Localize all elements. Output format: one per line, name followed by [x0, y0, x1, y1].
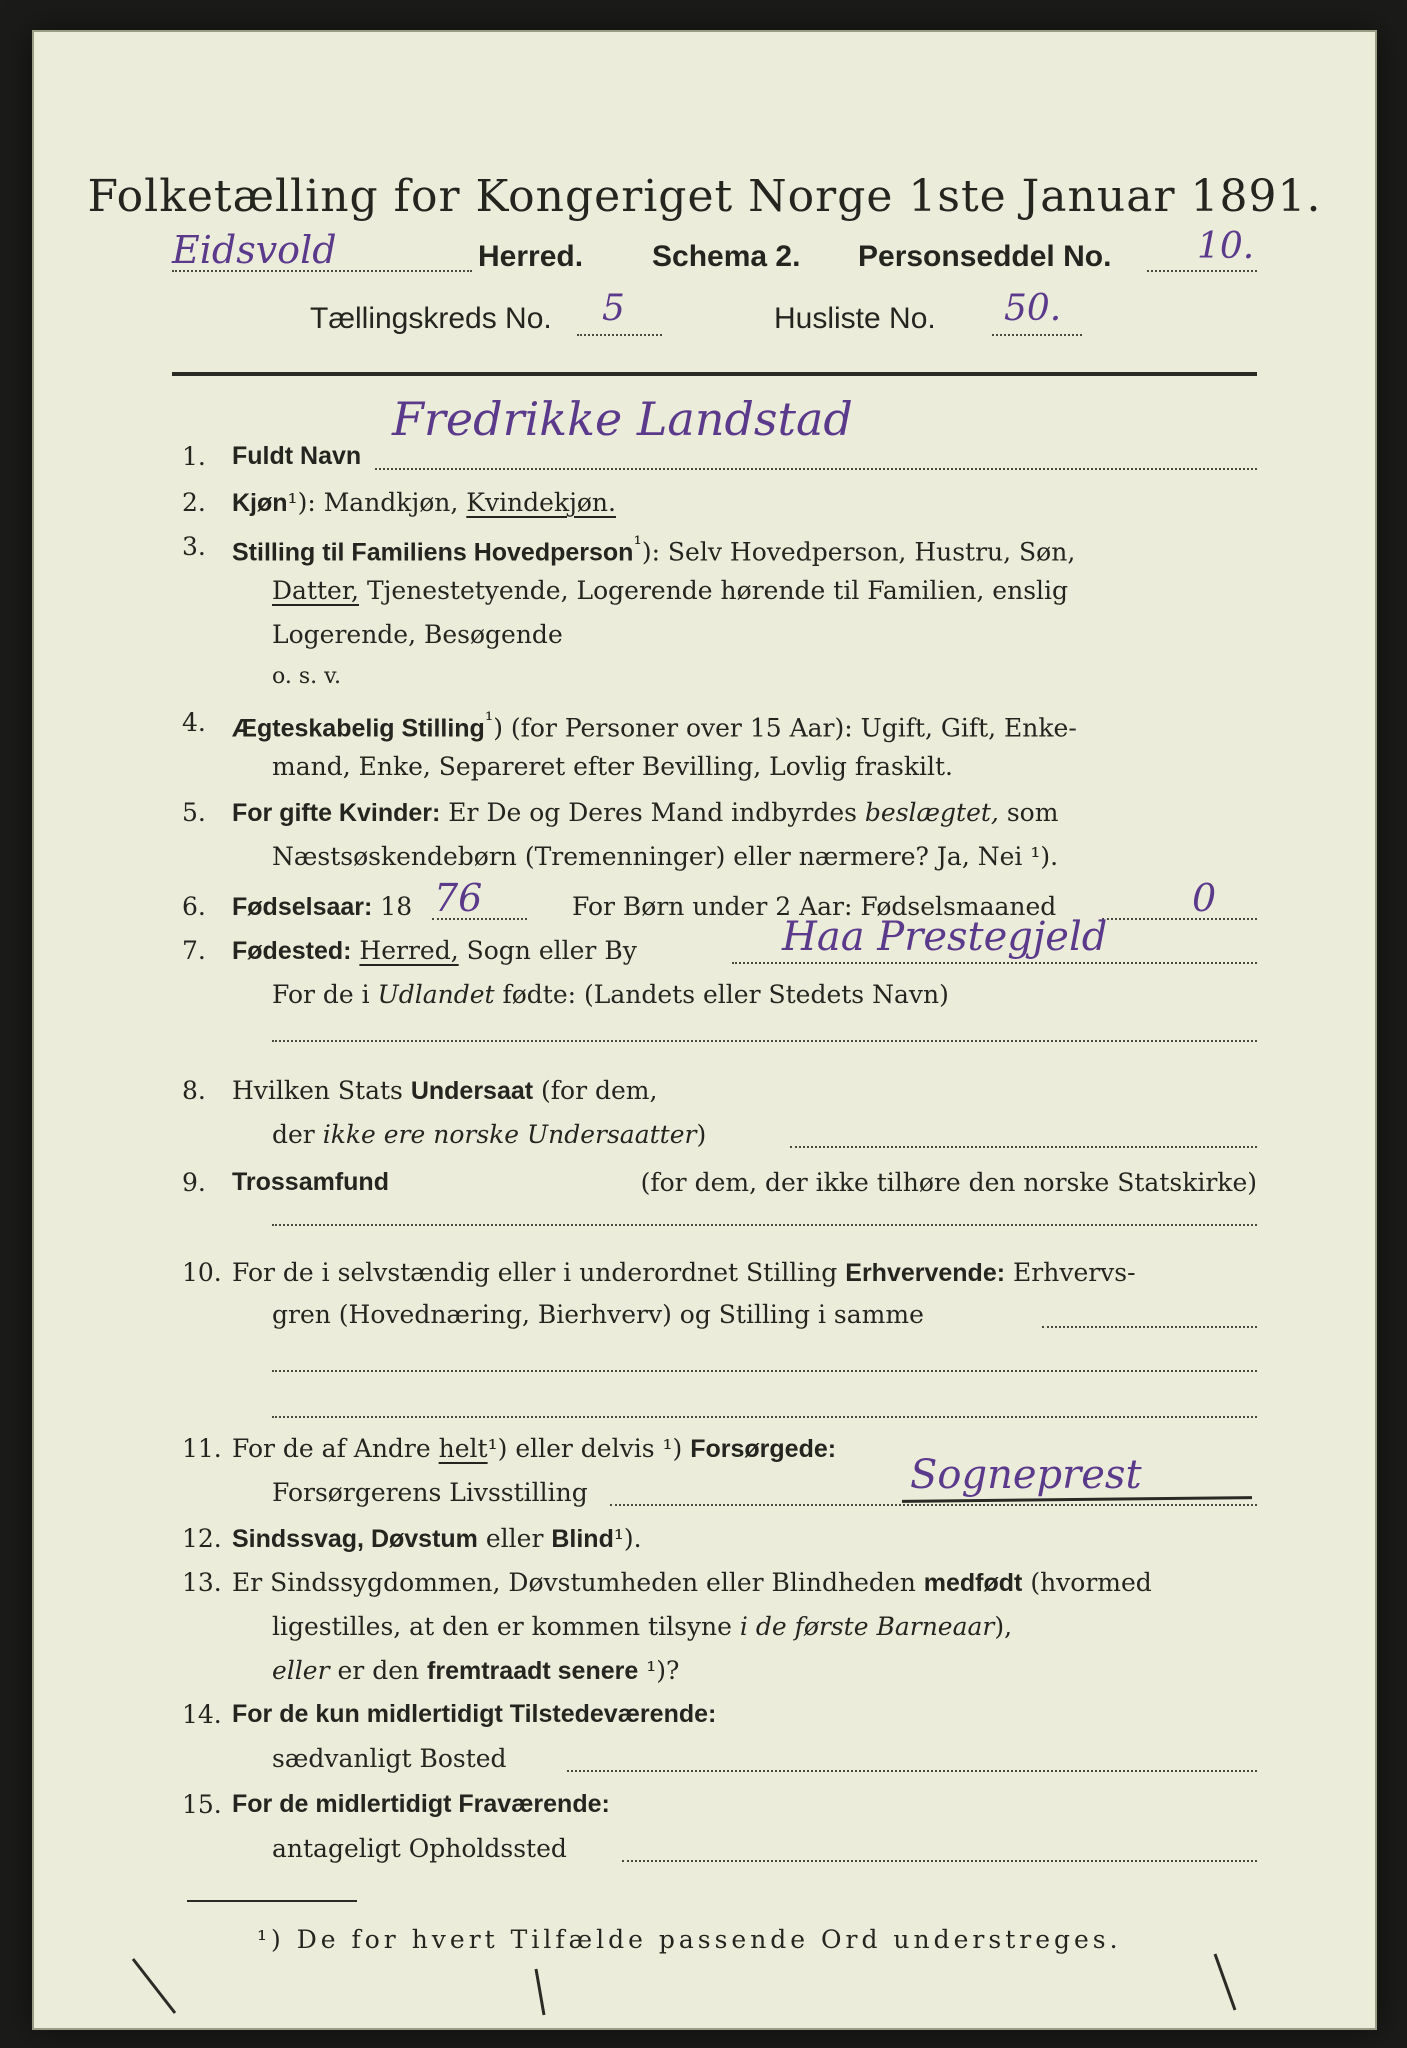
- q2-line: [232, 488, 616, 518]
- q10-line1: [232, 1258, 1136, 1288]
- q7-line1: [232, 936, 637, 966]
- q9-line: [232, 1168, 1257, 1197]
- q6-year-handwritten: 76: [434, 876, 483, 920]
- herred-dotline: [172, 270, 472, 272]
- q4-line2: mand, Enke, Separeret efter Bevilling, Lovlig fraskilt.: [272, 752, 953, 781]
- q5-line1-c: som: [1006, 798, 1059, 827]
- q13-line1-c: (hvormed: [1030, 1568, 1152, 1597]
- q13-fremtraadt: fremtraadt senere: [427, 1657, 639, 1685]
- q13-line1-a: Er Sindssygdommen, Døvstumheden eller Blindheden: [232, 1568, 916, 1597]
- kreds-handwritten: 5: [602, 288, 625, 329]
- q15-number: 15.: [182, 1790, 222, 1819]
- q4-line1: [232, 708, 1077, 743]
- q11-dotline: [610, 1504, 1257, 1506]
- q10-dotline-3: [272, 1416, 1257, 1418]
- schema-label: Schema 2.: [652, 240, 801, 273]
- q11-forsorgede: Forsørgede:: [690, 1435, 837, 1463]
- q10-number: 10.: [182, 1258, 222, 1287]
- corner-mark-left: [127, 1955, 187, 2025]
- q3-number: 3.: [182, 532, 206, 561]
- q10-dotline-1: [1042, 1326, 1257, 1328]
- q7-udlandet: Udlandet: [377, 980, 495, 1009]
- q9-number: 9.: [182, 1168, 206, 1197]
- q9-dotline: [272, 1224, 1257, 1226]
- q13-line2: [272, 1612, 1012, 1641]
- q10-line1-a: For de i selvstændig eller i underordnet Stilling: [232, 1258, 838, 1287]
- q2-text-a: ): Mandkjøn,: [297, 488, 459, 517]
- q13-line2-italic: i de første Barneaar: [739, 1612, 995, 1641]
- form-title: Folketælling for Kongeriget Norge 1ste Januar 1891.: [87, 171, 1322, 222]
- q4-number: 4.: [182, 708, 206, 737]
- q3-label: Stilling til Familiens Hovedperson: [232, 538, 634, 567]
- q3-sup: ¹: [633, 532, 642, 556]
- q6-month-handwritten: 0: [1192, 876, 1217, 920]
- q11-line1: [232, 1434, 836, 1464]
- q9-rest: (for dem, der ikke tilhøre den norske Statskirke): [640, 1168, 1257, 1197]
- q6-line: [232, 892, 412, 922]
- q7-herred-underlined: Herred,: [359, 936, 459, 965]
- q3-line4: o. s. v.: [272, 664, 341, 689]
- q8-line2: [272, 1120, 706, 1149]
- header-rule: [172, 372, 1257, 376]
- q3-datter-underlined: Datter,: [272, 576, 359, 605]
- q7-rest: Sogn eller By: [466, 936, 637, 965]
- q10-line2: gren (Hovednæring, Bierhverv) og Stilling i samme: [272, 1300, 924, 1329]
- q3-line3: Logerende, Besøgende: [272, 620, 563, 649]
- census-form-sheet: [32, 30, 1377, 2030]
- q1-dotline: [375, 468, 1257, 470]
- kreds-dotline: [577, 334, 662, 336]
- q2-sup: ¹: [287, 488, 298, 517]
- q12-rest: eller: [485, 1524, 544, 1553]
- q15-label: For de midlertidigt Fraværende:: [232, 1790, 610, 1818]
- q8-number: 8.: [182, 1076, 206, 1105]
- corner-mark-right: [1207, 1950, 1247, 2020]
- q8-line2-italic: ikke ere norske Undersaatter: [322, 1120, 697, 1149]
- q11-line1-a: For de af Andre: [232, 1434, 431, 1463]
- q14-number: 14.: [182, 1700, 222, 1729]
- q7-birthplace-handwritten: Haa Prestegjeld: [782, 914, 1108, 960]
- q8-line2-c: ): [696, 1120, 707, 1149]
- q5-line2: Næstsøskendebørn (Tremenninger) eller nærmere? Ja, Nei ¹).: [272, 842, 1059, 871]
- herred-handwritten: Eidsvold: [172, 228, 337, 272]
- husliste-handwritten: 50.: [1004, 288, 1062, 329]
- q6-born-text: For Børn under 2 Aar: Fødselsmaaned: [572, 892, 1057, 921]
- q14-dotline: [567, 1770, 1257, 1772]
- q10-dotline-2: [272, 1370, 1257, 1372]
- q8-line2-a: der: [272, 1120, 315, 1149]
- q8-line1-c: (for dem,: [541, 1076, 658, 1105]
- q5-number: 5.: [182, 798, 206, 827]
- q3-line2: [272, 576, 1068, 605]
- q6-label: Fødselsaar:: [232, 893, 373, 921]
- q10-erhvervende: Erhvervende:: [845, 1259, 1006, 1287]
- q2-number: 2.: [182, 488, 206, 517]
- q8-line1: [232, 1076, 657, 1106]
- q7-number: 7.: [182, 936, 206, 965]
- q13-medfodt: medfødt: [923, 1569, 1023, 1597]
- q3-line1: [232, 532, 1257, 567]
- q7-dotline: [732, 962, 1257, 964]
- q7-answer-dotline: [272, 1040, 1257, 1042]
- q13-line1: [232, 1568, 1152, 1598]
- personseddel-label: Personseddel No.: [858, 240, 1112, 273]
- q5-line1: [232, 798, 1058, 828]
- q2-kvindekjon-underlined: Kvindekjøn.: [466, 488, 616, 517]
- footnote-text: ¹) De for hvert Tilfælde passende Ord understreges.: [257, 1925, 1122, 1954]
- q14-label: For de kun midlertidigt Tilstedeværende:: [232, 1700, 717, 1728]
- q14-line2: sædvanligt Bosted: [272, 1744, 507, 1773]
- husliste-dotline: [992, 334, 1082, 336]
- q5-label: For gifte Kvinder:: [232, 799, 441, 827]
- husliste-label: Husliste No.: [774, 302, 936, 335]
- corner-mark-center: [522, 1965, 562, 2025]
- q4-label: Ægteskabelig Stilling: [232, 714, 485, 743]
- q5-line1-a: Er De og Deres Mand indbyrdes: [448, 798, 857, 827]
- q6-year-dotline: [432, 918, 527, 920]
- q4-line1-rest: ) (for Personer over 15 Aar): Ugift, Gift, Enke-: [493, 713, 1077, 743]
- q12-end: ¹).: [613, 1524, 642, 1553]
- q8-undersaat: Undersaat: [410, 1077, 534, 1105]
- q2-label: Kjøn: [232, 489, 288, 517]
- q12-blind: Blind: [551, 1525, 614, 1553]
- q12-line: [232, 1524, 642, 1554]
- q13-eller: eller: [272, 1656, 330, 1685]
- kreds-label: Tællingskreds No.: [310, 302, 552, 335]
- q11-helt-underlined: helt: [438, 1434, 488, 1463]
- q3-line1-rest: ): Selv Hovedperson, Hustru, Søn,: [641, 537, 1076, 567]
- q12-label: Sindssvag, Døvstum: [232, 1525, 478, 1553]
- q13-line2-c: ),: [994, 1612, 1013, 1641]
- q7-label: Fødested:: [232, 937, 352, 965]
- herred-label: Herred.: [478, 240, 584, 273]
- q9-label: Trossamfund: [232, 1168, 389, 1196]
- q15-dotline: [622, 1860, 1257, 1862]
- q6-number: 6.: [182, 892, 206, 921]
- q11-number: 11.: [182, 1434, 222, 1463]
- q13-number: 13.: [182, 1568, 222, 1597]
- q8-dotline: [790, 1146, 1257, 1148]
- q3-line2-rest: Tjenestetyende, Logerende hørende til Familien, enslig: [366, 576, 1069, 605]
- personseddel-handwritten: 10.: [1197, 226, 1255, 267]
- q11-line2: Forsørgerens Livsstilling: [272, 1478, 588, 1507]
- q13-line2-a: ligestilles, at den er kommen tilsyne: [272, 1612, 732, 1641]
- q7-line2-c: fødte: (Landets eller Stedets Navn): [502, 980, 949, 1009]
- q8-line1-a: Hvilken Stats: [232, 1076, 403, 1105]
- q5-beslaegtet: beslægtet,: [864, 798, 999, 827]
- q1-name-handwritten: Fredrikke Landstad: [392, 392, 853, 446]
- q7-line2-a: For de i: [272, 980, 370, 1009]
- q11-livsstilling-handwritten: Sogneprest: [910, 1452, 1142, 1498]
- q1-label: Fuldt Navn: [232, 442, 362, 470]
- q13-line3-d: ¹)?: [646, 1656, 680, 1685]
- q13-line3: [272, 1656, 679, 1686]
- personseddel-dotline: [1147, 270, 1257, 272]
- q10-line1-c: Erhvervs-: [1013, 1258, 1136, 1287]
- q13-line3-b: er den: [337, 1656, 420, 1685]
- q12-number: 12.: [182, 1524, 222, 1553]
- q15-line2: antageligt Opholdssted: [272, 1834, 567, 1863]
- q7-line2: [272, 980, 949, 1009]
- q11-line1-c: ¹) eller delvis ¹): [487, 1434, 683, 1463]
- footnote-rule: [187, 1900, 357, 1902]
- q6-month-dotline: [1102, 918, 1257, 920]
- q4-sup: ¹: [484, 708, 494, 732]
- q1-number: 1.: [182, 442, 206, 471]
- q6-year-prefix: 18: [380, 892, 413, 921]
